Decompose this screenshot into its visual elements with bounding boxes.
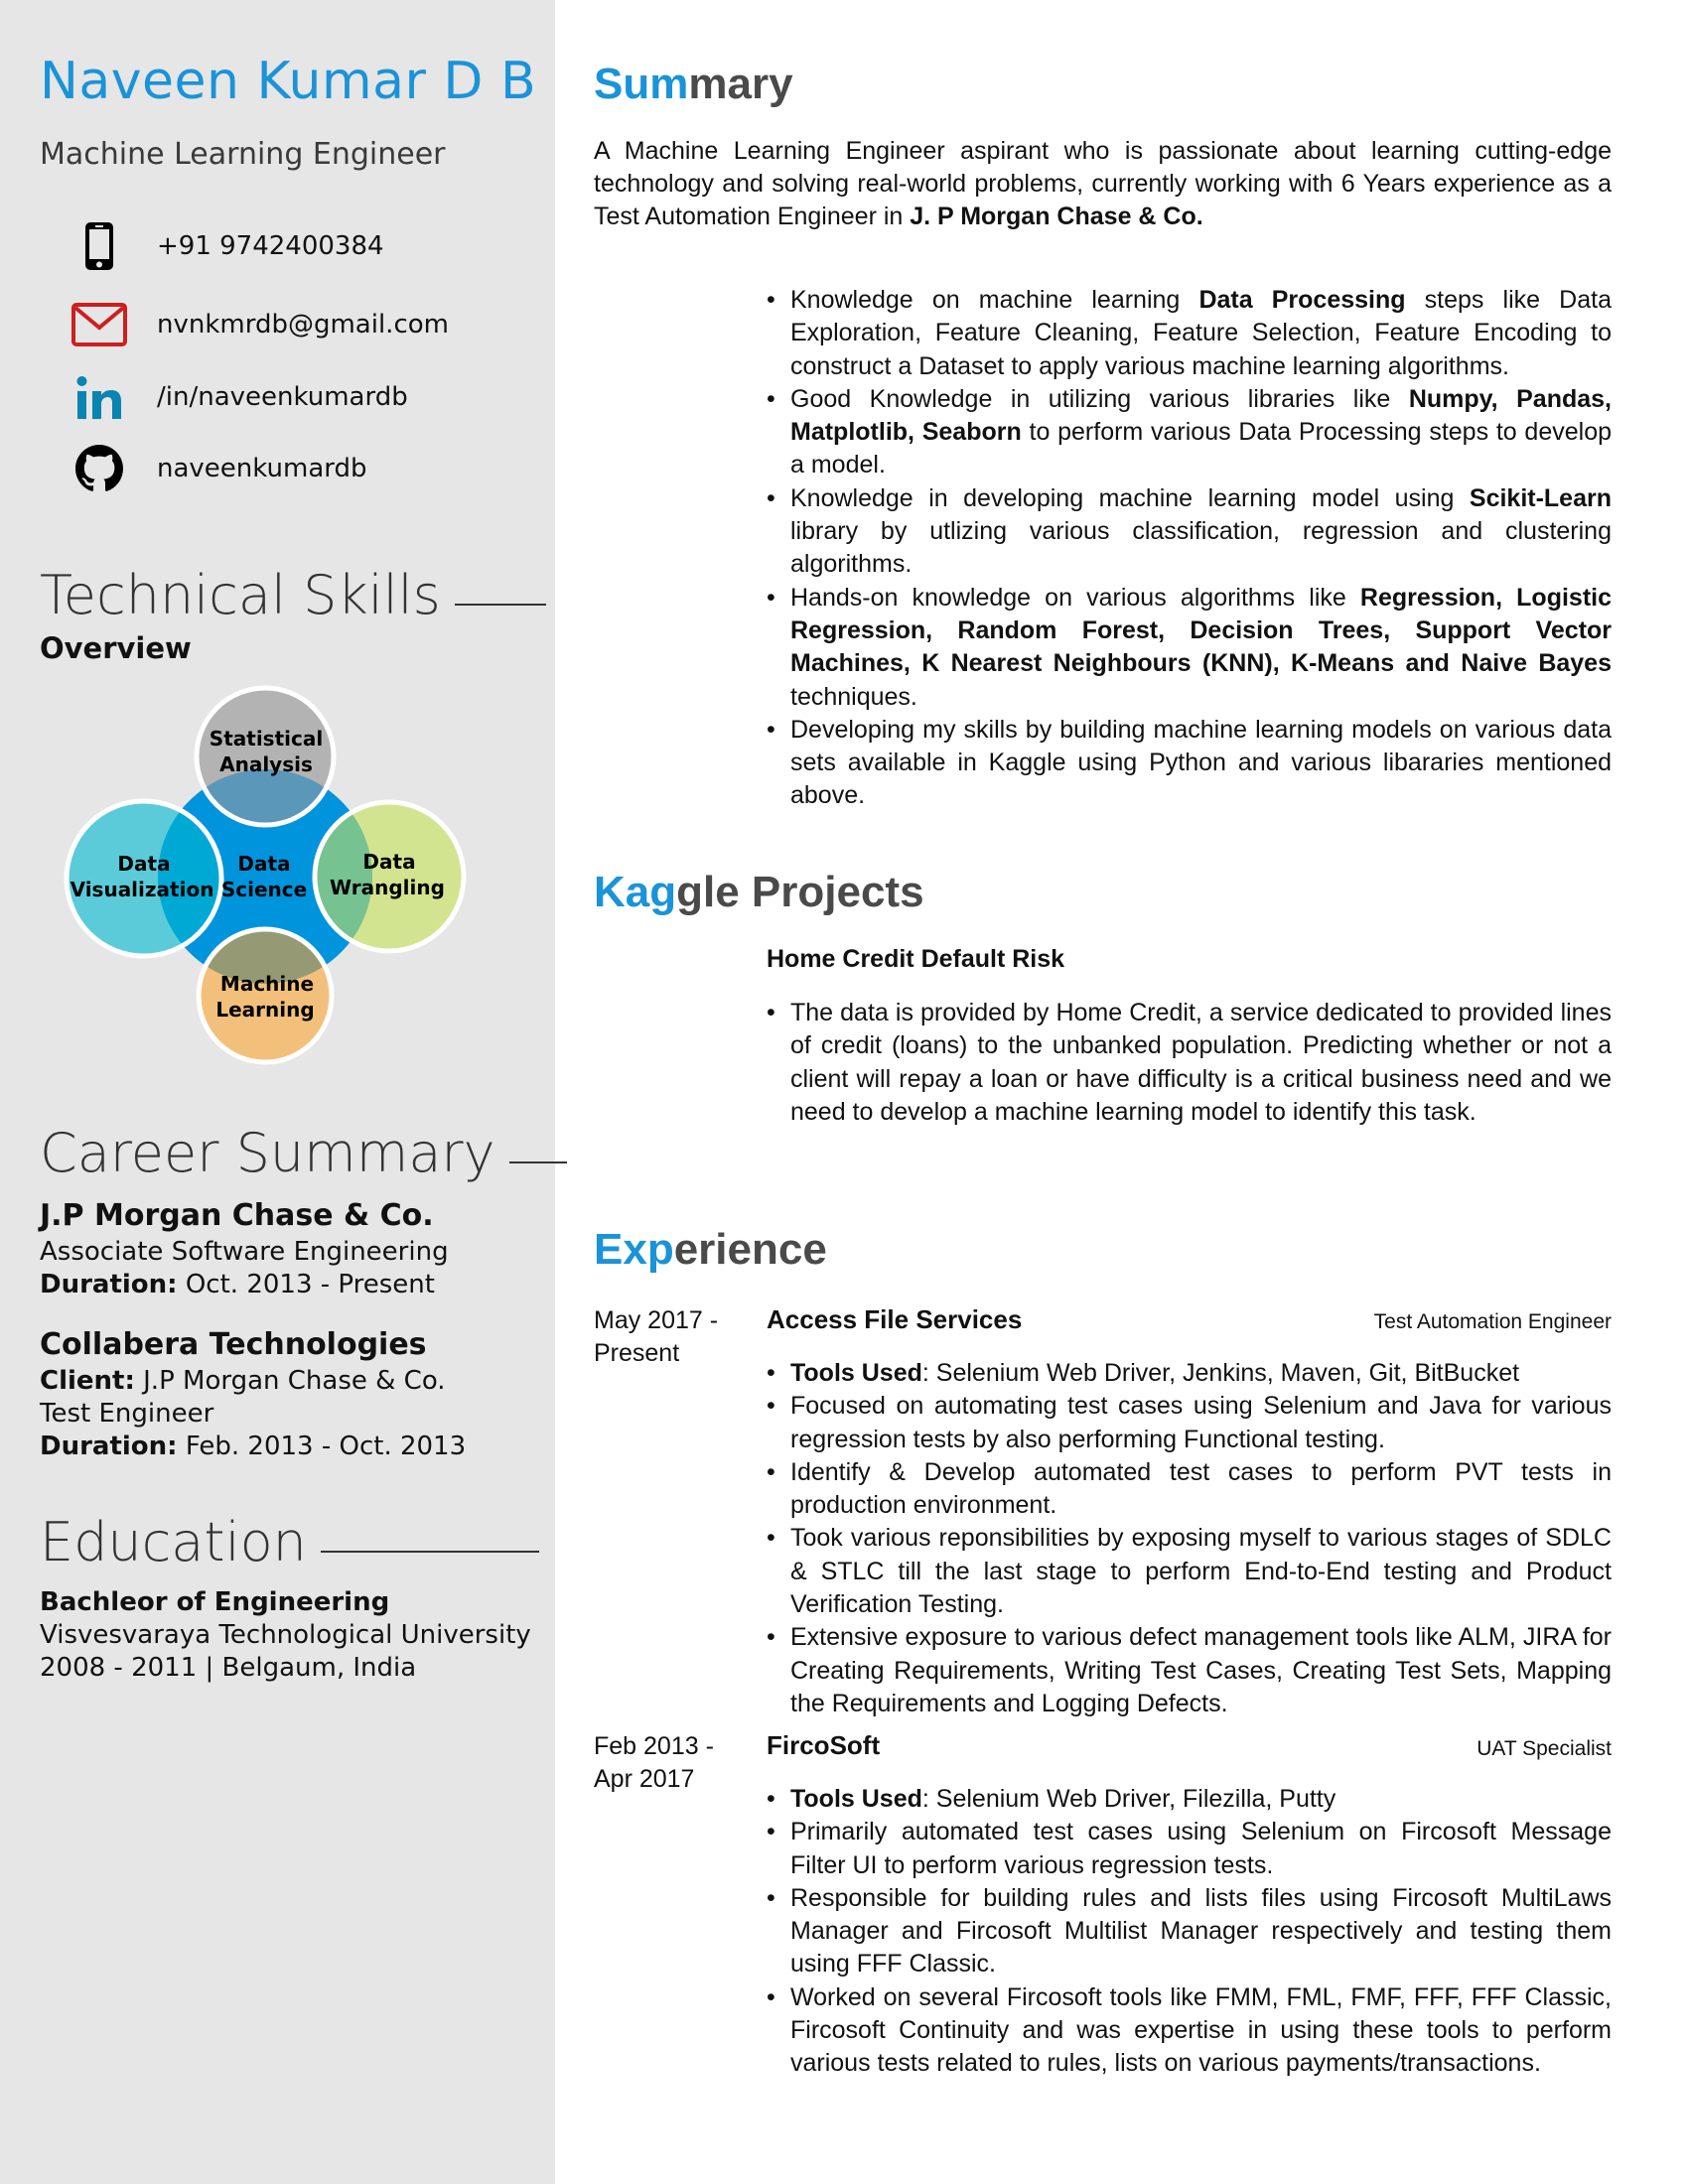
career-job-jpmorgan [40,1196,449,1301]
exp-bullet: • Extensive exposure to various defect management tools like ALM, JIRA for Creating Requirements, Writing Test Cases, Creating Test Sets, Mapping the Requirements and Logging Defects. [767,1621,1612,1720]
svg-text:Machine: Machine [219,972,315,996]
svg-text:Analysis: Analysis [219,752,313,776]
job-company: J.P Morgan Chase & Co. [40,1198,434,1233]
candidate-role: Machine Learning Engineer [40,137,446,172]
linkedin-link[interactable]: /in/naveenkumardb [157,382,408,412]
education-entry [40,1586,531,1685]
exp-bullet: • Worked on several Fircosoft tools like FMM, FML, FMF, FFF, FFF Classic, Fircosoft Continuity and was expertise in using these tools to perform various tests related to rules, lists on various payments/transactions. [767,1981,1612,2081]
overview-subheading: Overview [40,631,192,665]
experience-heading: Experience [594,1225,827,1274]
job-client: Client: J.P Morgan Chase & Co. [40,1366,446,1396]
svg-text:Data: Data [237,852,291,876]
exp-tools: • Tools Used: Selenium Web Driver, Filezilla, Putty [767,1783,1612,1816]
degree: Bachleor of Engineering [40,1587,390,1617]
summary-bullet: • Developing my skills by building machine learning models on various data sets available in Kaggle using Python and various libararies mentioned above. [767,714,1612,813]
svg-text:Wrangling: Wrangling [330,876,445,899]
career-summary-heading: Career Summary [40,1122,567,1184]
exp-role: Test Automation Engineer [1373,1310,1612,1333]
svg-text:Learning: Learning [215,998,315,1022]
svg-text:Science: Science [220,878,308,901]
career-job-collabera [40,1325,466,1463]
exp-role: UAT Specialist [1477,1737,1612,1760]
summary-bullet: • Good Knowledge in utilizing various libraries like Numpy, Pandas, Matplotlib, Seaborn to perform various Data Processing steps to develop a model. [767,383,1612,482]
svg-text:Data: Data [117,852,171,876]
exp-company: Access File Services [767,1304,1023,1334]
technical-skills-heading: Technical Skills [40,564,546,626]
exp-tools: • Tools Used: Selenium Web Driver, Jenkins, Maven, Git, BitBucket [767,1357,1612,1390]
phone-number: +91 9742400384 [157,231,384,261]
email-link[interactable]: nvnkmrdb@gmail.com [157,310,449,340]
summary-heading: Summary [594,60,793,108]
svg-text:Visualization: Visualization [70,878,214,901]
job-title: Test Engineer [40,1399,214,1429]
job-title: Associate Software Engineering [40,1237,449,1267]
exp-date: Feb 2013 - Apr 2017 [594,1732,714,1793]
education-heading: Education [40,1511,539,1573]
exp-company: FircoSoft [767,1730,881,1760]
exp-bullets [767,1357,1612,1720]
project-bullet: • The data is provided by Home Credit, a service dedicated to provided lines of credit (loans) to the unbanked population. Predicting whether or not a client will repay a loan or have difficulty is a critical business need and we need to develop a machine learning model to identify this task. [767,997,1612,1129]
github-link[interactable]: naveenkumardb [157,454,367,483]
summary-bullet: • Knowledge in developing machine learning model using Scikit-Learn library by utlizing various classification, regression and clustering algorithms. [767,482,1612,582]
heading-rule [509,1161,567,1163]
exp-bullets [767,1783,1612,2081]
job-duration: Duration: Feb. 2013 - Oct. 2013 [40,1432,467,1461]
svg-text:Data: Data [362,850,416,874]
summary-bullet: • Knowledge on machine learning Data Processing steps like Data Exploration, Feature Cleaning, Feature Selection, Feature Encoding to construct a Dataset to apply various machine learning algorithms. [767,284,1612,383]
job-company: Collabera Technologies [40,1327,427,1362]
summary-intro: A Machine Learning Engineer aspirant who is passionate about learning cutting-edge technology and solving real-world problems, currently working with 6 Years experience as a Test Automation Engineer in J. P Morgan Chase & Co. [594,137,1612,230]
exp-bullet: • Responsible for building rules and lists files using Fircosoft MultiLaws Manager and Fircosoft Multilist Manager respectively and testing them using FFF Classic. [767,1882,1612,1981]
exp-bullet: • Primarily automated test cases using Selenium on Fircosoft Message Filter UI to perform various regression tests. [767,1816,1612,1882]
years-location: 2008 - 2011 | Belgaum, India [40,1653,417,1683]
kaggle-heading: Kaggle Projects [594,868,924,916]
university: Visvesvaraya Technological University [40,1620,531,1650]
summary-bullets [767,284,1612,813]
job-duration: Duration: Oct. 2013 - Present [40,1270,435,1299]
candidate-name: Naveen Kumar D B [40,52,537,111]
svg-text:Statistical: Statistical [209,727,324,751]
exp-date: May 2017 - Present [594,1306,719,1367]
exp-bullet: • Took various reponsibilities by exposing myself to various stages of SDLC & STLC till the last stage to perform End-to-End testing and Product Verification Testing. [767,1522,1612,1621]
exp-bullet: • Identify & Develop automated test cases to perform PVT tests in production environment. [767,1456,1612,1523]
heading-rule [321,1551,539,1553]
skills-venn-diagram [0,0,555,1092]
kaggle-bullets [767,997,1612,1129]
summary-bullet: • Hands-on knowledge on various algorithms like Regression, Logistic Regression, Random Forest, Decision Trees, Support Vector Machines, K Nearest Neighbours (KNN), K-Means and Naive Bayes techniques. [767,582,1612,714]
project-title: Home Credit Default Risk [767,945,1065,973]
exp-bullet: • Focused on automating test cases using Selenium and Java for various regression tests by also performing Functional testing. [767,1390,1612,1456]
